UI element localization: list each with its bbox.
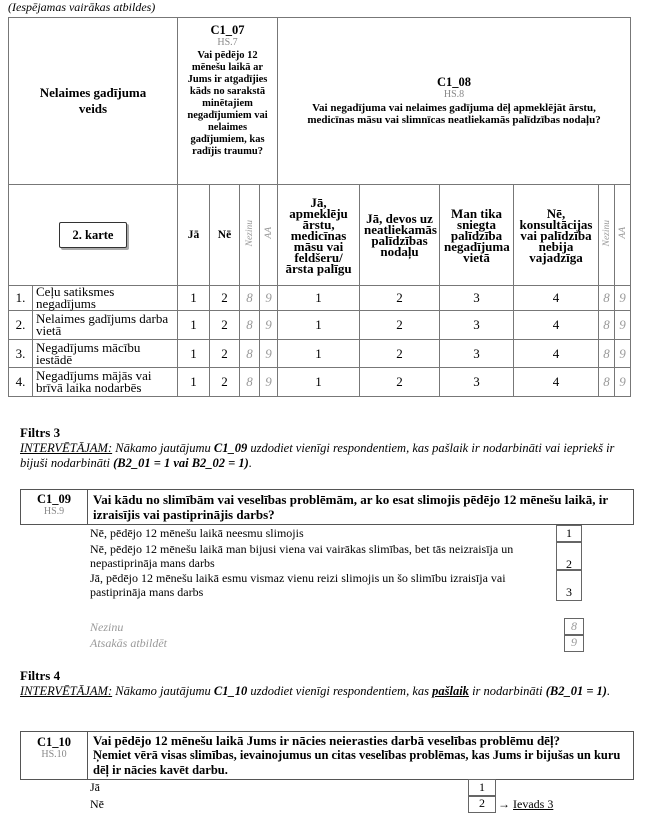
code-cell[interactable]: 8 xyxy=(599,311,615,340)
code-cell[interactable]: 8 xyxy=(240,368,260,397)
code-cell[interactable]: 1 xyxy=(278,340,360,368)
filtrs4-instruction: INTERVĒTĀJAM: Nākamo jautājumu C1_10 uzdodiet vienīgi respondentiem, kas pašlaik ir nodarbināti (B2_01 = 1). xyxy=(20,684,611,698)
table-row: 4. Negadījums mājās vai brīvā laika nodarbēs 1 2 8 9 1 2 3 4 8 9 xyxy=(9,368,631,397)
c110-code-ja[interactable]: 1 xyxy=(468,779,496,797)
code-cell[interactable]: 2 xyxy=(210,311,240,340)
c108-aa-header: AA xyxy=(615,185,631,286)
type-header: Nelaimes gadījuma veids xyxy=(39,85,147,116)
c110-goto xyxy=(498,797,553,811)
code-cell[interactable]: 3 xyxy=(440,340,514,368)
c109-code-3[interactable]: 3 xyxy=(556,569,582,601)
c108-opt3-header: Man tika sniegta palīdzība negadījuma vietā xyxy=(440,185,514,286)
code-cell[interactable]: 3 xyxy=(440,368,514,397)
filtrs4-title: Filtrs 4 xyxy=(20,668,61,683)
code-cell[interactable]: 2 xyxy=(360,368,440,397)
card-cell xyxy=(9,185,178,286)
code-cell[interactable]: 4 xyxy=(514,368,599,397)
c110-hs: HS.10 xyxy=(41,749,67,760)
code-cell[interactable]: 2 xyxy=(210,368,240,397)
c110-instruction: Ņemiet vērā visas slimības, ievainojumus un citas veselības problēmas, kas Jums ir bijušas un kuru dēļ ir nācies kavēt darbu. xyxy=(93,748,621,777)
c110-answer-ne[interactable]: Nē xyxy=(90,797,104,811)
c109-nezinu-code[interactable]: 8 xyxy=(564,618,584,636)
c107-nezinu-header: Nezinu xyxy=(240,185,260,286)
code-cell[interactable]: 8 xyxy=(599,340,615,368)
c107-aa-header: AA xyxy=(260,185,278,286)
code-cell[interactable]: 8 xyxy=(599,368,615,397)
code-cell[interactable]: 1 xyxy=(178,340,210,368)
code-cell[interactable]: 8 xyxy=(599,286,615,311)
c110-code: C1_10 xyxy=(36,735,72,749)
code-cell[interactable]: 2 xyxy=(360,340,440,368)
c107-question: Vai pēdējo 12 mēnešu laikā ar Jums ir atgadījies kāds no sarakstā minētajiem negadījumiem vai nelaimes gadījumiem, kas radījis traumu? xyxy=(187,50,268,157)
ne-header: Nē xyxy=(210,185,240,286)
code-cell[interactable]: 2 xyxy=(360,311,440,340)
c108-nezinu-header: Nezinu xyxy=(599,185,615,286)
code-cell[interactable]: 9 xyxy=(615,311,631,340)
filtrs3-instruction: INTERVĒTĀJAM: Nākamo jautājumu C1_09 uzdodiet vienīgi respondentiem, kas pašlaik ir nodarbināti vai iepriekš ir bijuši nodarbināti (B2_01 = 1 vai B2_02 = 1). xyxy=(20,441,615,470)
code-cell[interactable]: 9 xyxy=(260,368,278,397)
code-cell[interactable]: 8 xyxy=(240,311,260,340)
ja-header: Jā xyxy=(178,185,210,286)
c109-atsakas[interactable]: Atsakās atbildēt xyxy=(90,636,167,650)
code-cell[interactable]: 1 xyxy=(278,368,360,397)
code-cell[interactable]: 9 xyxy=(615,286,631,311)
code-cell[interactable]: 3 xyxy=(440,286,514,311)
code-cell[interactable]: 9 xyxy=(260,286,278,311)
code-cell[interactable]: 9 xyxy=(615,368,631,397)
c110-code-ne[interactable]: 2 xyxy=(468,795,496,813)
code-cell[interactable]: 1 xyxy=(278,311,360,340)
c109-code: C1_09 xyxy=(36,492,72,506)
c108-hs: HS.8 xyxy=(443,89,465,100)
c107-header-cell xyxy=(178,18,278,185)
code-cell[interactable]: 2 xyxy=(210,340,240,368)
c109-hs: HS.9 xyxy=(43,506,65,517)
code-cell[interactable]: 3 xyxy=(440,311,514,340)
type-header-cell xyxy=(9,18,178,185)
code-cell[interactable]: 8 xyxy=(240,340,260,368)
c107-hs: HS.7 xyxy=(217,37,238,48)
accident-table xyxy=(8,17,631,397)
c110-answer-ja[interactable]: Jā xyxy=(90,780,100,794)
c108-opt1-header: Jā, apmeklēju ārstu, medicīnas māsu vai feldšeru/ ārsta palīgu xyxy=(278,185,360,286)
multiple-answers-note: (Iespējamas vairākas atbildes) xyxy=(8,0,156,14)
c109-answer-2[interactable]: Nē, pēdējo 12 mēnešu laikā man bijusi viena vai vairākas slimības, bet tās neizraisīja un nepastiprināja mans darbs xyxy=(90,542,514,570)
code-cell[interactable]: 1 xyxy=(178,368,210,397)
c110-code-cell xyxy=(21,732,88,779)
code-cell[interactable]: 2 xyxy=(360,286,440,311)
c109-question: Vai kādu no slimībām vai veselības problēmām, ar ko esat slimojis pēdējo 12 mēnešu laikā, ir izraisījis vai pastiprinājis darbs? xyxy=(93,492,608,522)
c109-code-cell xyxy=(21,490,88,524)
c107-code: C1_07 xyxy=(210,23,245,37)
card-label: 2. karte xyxy=(59,222,127,248)
code-cell[interactable]: 1 xyxy=(178,311,210,340)
code-cell[interactable]: 1 xyxy=(178,286,210,311)
code-cell[interactable]: 4 xyxy=(514,311,599,340)
c108-question: Vai negadījuma vai nelaimes gadījuma dēļ apmeklējāt ārstu, medicīnas māsu vai slimnīcas neatliekamās palīdzības nodaļu? xyxy=(307,102,601,126)
c109-question-box xyxy=(20,489,634,525)
c108-opt2-header: Jā, devos uz neatliekamās palīdzības nodaļu xyxy=(360,185,440,286)
c109-nezinu[interactable]: Nezinu xyxy=(90,620,124,634)
c109-atsakas-code[interactable]: 9 xyxy=(564,634,584,652)
c110-question-box xyxy=(20,731,634,780)
c108-opt4-header: Nē, konsultācijas vai palīdzība nebija vajadzīga xyxy=(514,185,599,286)
code-cell[interactable]: 1 xyxy=(278,286,360,311)
table-row: 2. Nelaimes gadījums darba vietā 1 2 8 9 1 2 3 4 8 9 xyxy=(9,311,631,340)
code-cell[interactable]: 4 xyxy=(514,340,599,368)
code-cell[interactable]: 9 xyxy=(260,340,278,368)
c109-code-1[interactable]: 1 xyxy=(556,525,582,543)
c110-question: Vai pēdējo 12 mēnešu laikā Jums ir nācies neierasties darbā veselības problēmu dēļ? xyxy=(93,733,561,748)
code-cell[interactable]: 8 xyxy=(240,286,260,311)
filtrs3-title: Filtrs 3 xyxy=(20,425,61,440)
code-cell[interactable]: 2 xyxy=(210,286,240,311)
code-cell[interactable]: 9 xyxy=(615,340,631,368)
code-cell[interactable]: 4 xyxy=(514,286,599,311)
c108-code: C1_08 xyxy=(437,75,472,89)
c109-answer-1[interactable]: Nē, pēdējo 12 mēnešu laikā neesmu slimojis xyxy=(90,526,304,540)
table-row: 1. Ceļu satiksmes negadījums 1 2 8 9 1 2 3 4 8 9 xyxy=(9,286,631,311)
c109-answer-3[interactable]: Jā, pēdējo 12 mēnešu laikā esmu vismaz vienu reizi slimojis un šo slimību izraisīja vai pastiprināja mans darbs xyxy=(90,571,506,599)
c108-header-cell xyxy=(278,18,631,185)
c109-code-2[interactable]: 2 xyxy=(556,541,582,571)
arrow-right-icon: → xyxy=(498,797,513,811)
code-cell[interactable]: 9 xyxy=(260,311,278,340)
goto-ievads3-link[interactable]: Ievads 3 xyxy=(513,797,554,811)
table-row: 3. Negadījums mācību iestādē 1 2 8 9 1 2 3 4 8 9 xyxy=(9,340,631,368)
